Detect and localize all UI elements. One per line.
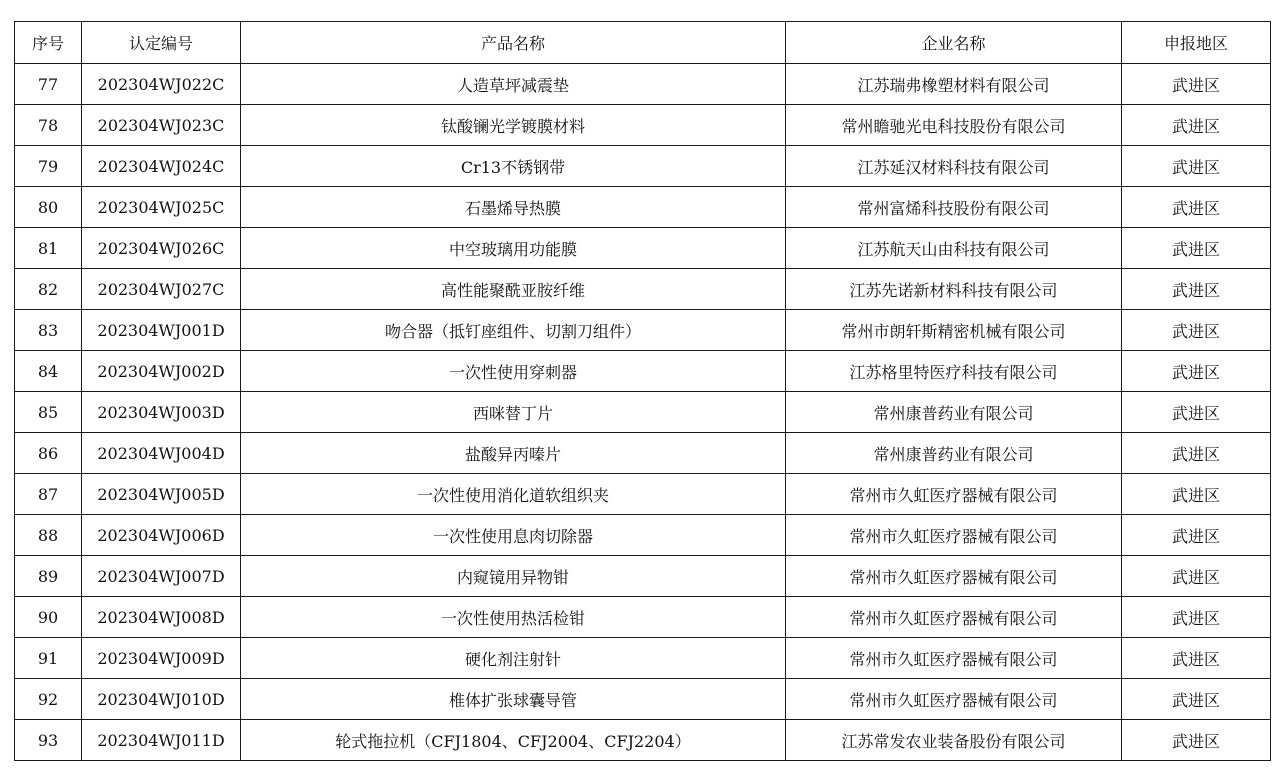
cell-code: 202304WJ022C (82, 64, 241, 105)
cell-product: 一次性使用消化道软组织夹 (241, 474, 786, 515)
table-row (15, 351, 1271, 392)
cell-code: 202304WJ003D (82, 392, 241, 433)
table-row (15, 269, 1271, 310)
cell-seq: 90 (15, 597, 82, 638)
cell-code: 202304WJ010D (82, 679, 241, 720)
cell-product: 西咪替丁片 (241, 392, 786, 433)
header-code: 认定编号 (82, 22, 241, 64)
cell-region: 武进区 (1122, 679, 1271, 720)
cell-region: 武进区 (1122, 187, 1271, 228)
cell-code: 202304WJ007D (82, 556, 241, 597)
cell-region: 武进区 (1122, 556, 1271, 597)
table-row (15, 679, 1271, 720)
cell-company: 常州康普药业有限公司 (786, 392, 1122, 433)
cell-region: 武进区 (1122, 228, 1271, 269)
cell-seq: 84 (15, 351, 82, 392)
cell-code: 202304WJ005D (82, 474, 241, 515)
cell-region: 武进区 (1122, 64, 1271, 105)
cell-seq: 87 (15, 474, 82, 515)
table-row (15, 597, 1271, 638)
table-row (15, 392, 1271, 433)
cell-seq: 82 (15, 269, 82, 310)
header-product: 产品名称 (241, 22, 786, 64)
cell-product: 石墨烯导热膜 (241, 187, 786, 228)
cell-code: 202304WJ002D (82, 351, 241, 392)
cell-code: 202304WJ027C (82, 269, 241, 310)
cell-seq: 92 (15, 679, 82, 720)
cell-region: 武进区 (1122, 310, 1271, 351)
table-row (15, 638, 1271, 679)
table-row (15, 228, 1271, 269)
header-row (15, 22, 1271, 64)
cell-company: 江苏先诺新材料科技有限公司 (786, 269, 1122, 310)
cell-region: 武进区 (1122, 597, 1271, 638)
cell-company: 江苏常发农业装备股份有限公司 (786, 720, 1122, 761)
table-row (15, 105, 1271, 146)
cell-region: 武进区 (1122, 474, 1271, 515)
cell-code: 202304WJ001D (82, 310, 241, 351)
table-row (15, 64, 1271, 105)
cell-region: 武进区 (1122, 392, 1271, 433)
cell-region: 武进区 (1122, 638, 1271, 679)
cell-seq: 91 (15, 638, 82, 679)
cell-code: 202304WJ004D (82, 433, 241, 474)
header-region: 申报地区 (1122, 22, 1271, 64)
cell-region: 武进区 (1122, 433, 1271, 474)
cell-seq: 81 (15, 228, 82, 269)
cell-company: 常州富烯科技股份有限公司 (786, 187, 1122, 228)
cell-product: 高性能聚酰亚胺纤维 (241, 269, 786, 310)
cell-seq: 88 (15, 515, 82, 556)
cell-code: 202304WJ011D (82, 720, 241, 761)
cell-code: 202304WJ023C (82, 105, 241, 146)
cell-product: 钛酸镧光学镀膜材料 (241, 105, 786, 146)
cell-product: 一次性使用穿刺器 (241, 351, 786, 392)
cell-product: Cr13不锈钢带 (241, 146, 786, 187)
cell-code: 202304WJ024C (82, 146, 241, 187)
cell-seq: 78 (15, 105, 82, 146)
certification-table (14, 21, 1271, 761)
table-row (15, 146, 1271, 187)
cell-company: 常州市久虹医疗器械有限公司 (786, 474, 1122, 515)
table-row (15, 556, 1271, 597)
table-header (15, 22, 1271, 64)
cell-company: 常州康普药业有限公司 (786, 433, 1122, 474)
cell-seq: 80 (15, 187, 82, 228)
cell-product: 中空玻璃用功能膜 (241, 228, 786, 269)
cell-company: 江苏格里特医疗科技有限公司 (786, 351, 1122, 392)
table-row (15, 515, 1271, 556)
cell-region: 武进区 (1122, 351, 1271, 392)
cell-seq: 77 (15, 64, 82, 105)
cell-code: 202304WJ006D (82, 515, 241, 556)
cell-product: 一次性使用热活检钳 (241, 597, 786, 638)
cell-code: 202304WJ008D (82, 597, 241, 638)
cell-company: 常州市久虹医疗器械有限公司 (786, 515, 1122, 556)
cell-company: 常州市久虹医疗器械有限公司 (786, 679, 1122, 720)
table-body (15, 64, 1271, 761)
cell-product: 一次性使用息肉切除器 (241, 515, 786, 556)
table-row (15, 720, 1271, 761)
cell-company: 常州市久虹医疗器械有限公司 (786, 597, 1122, 638)
table-row (15, 187, 1271, 228)
cell-company: 常州瞻驰光电科技股份有限公司 (786, 105, 1122, 146)
cell-company: 常州市久虹医疗器械有限公司 (786, 638, 1122, 679)
cell-code: 202304WJ025C (82, 187, 241, 228)
cell-seq: 79 (15, 146, 82, 187)
cell-region: 武进区 (1122, 515, 1271, 556)
cell-region: 武进区 (1122, 105, 1271, 146)
cell-product: 吻合器（抵钉座组件、切割刀组件） (241, 310, 786, 351)
cell-seq: 89 (15, 556, 82, 597)
cell-code: 202304WJ026C (82, 228, 241, 269)
cell-seq: 83 (15, 310, 82, 351)
cell-product: 人造草坪减震垫 (241, 64, 786, 105)
cell-seq: 86 (15, 433, 82, 474)
cell-company: 江苏延汉材料科技有限公司 (786, 146, 1122, 187)
cell-seq: 85 (15, 392, 82, 433)
table-row (15, 433, 1271, 474)
cell-product: 硬化剂注射针 (241, 638, 786, 679)
cell-company: 常州市久虹医疗器械有限公司 (786, 556, 1122, 597)
cell-company: 常州市朗轩斯精密机械有限公司 (786, 310, 1122, 351)
cell-product: 椎体扩张球囊导管 (241, 679, 786, 720)
cell-product: 轮式拖拉机（CFJ1804、CFJ2004、CFJ2204） (241, 720, 786, 761)
cell-product: 内窥镜用异物钳 (241, 556, 786, 597)
cell-company: 江苏航天山由科技有限公司 (786, 228, 1122, 269)
header-company: 企业名称 (786, 22, 1122, 64)
cell-region: 武进区 (1122, 269, 1271, 310)
header-seq: 序号 (15, 22, 82, 64)
table-row (15, 310, 1271, 351)
cell-company: 江苏瑞弗橡塑材料有限公司 (786, 64, 1122, 105)
cell-product: 盐酸异丙嗪片 (241, 433, 786, 474)
cell-region: 武进区 (1122, 720, 1271, 761)
cell-region: 武进区 (1122, 146, 1271, 187)
cell-seq: 93 (15, 720, 82, 761)
table-row (15, 474, 1271, 515)
cell-code: 202304WJ009D (82, 638, 241, 679)
